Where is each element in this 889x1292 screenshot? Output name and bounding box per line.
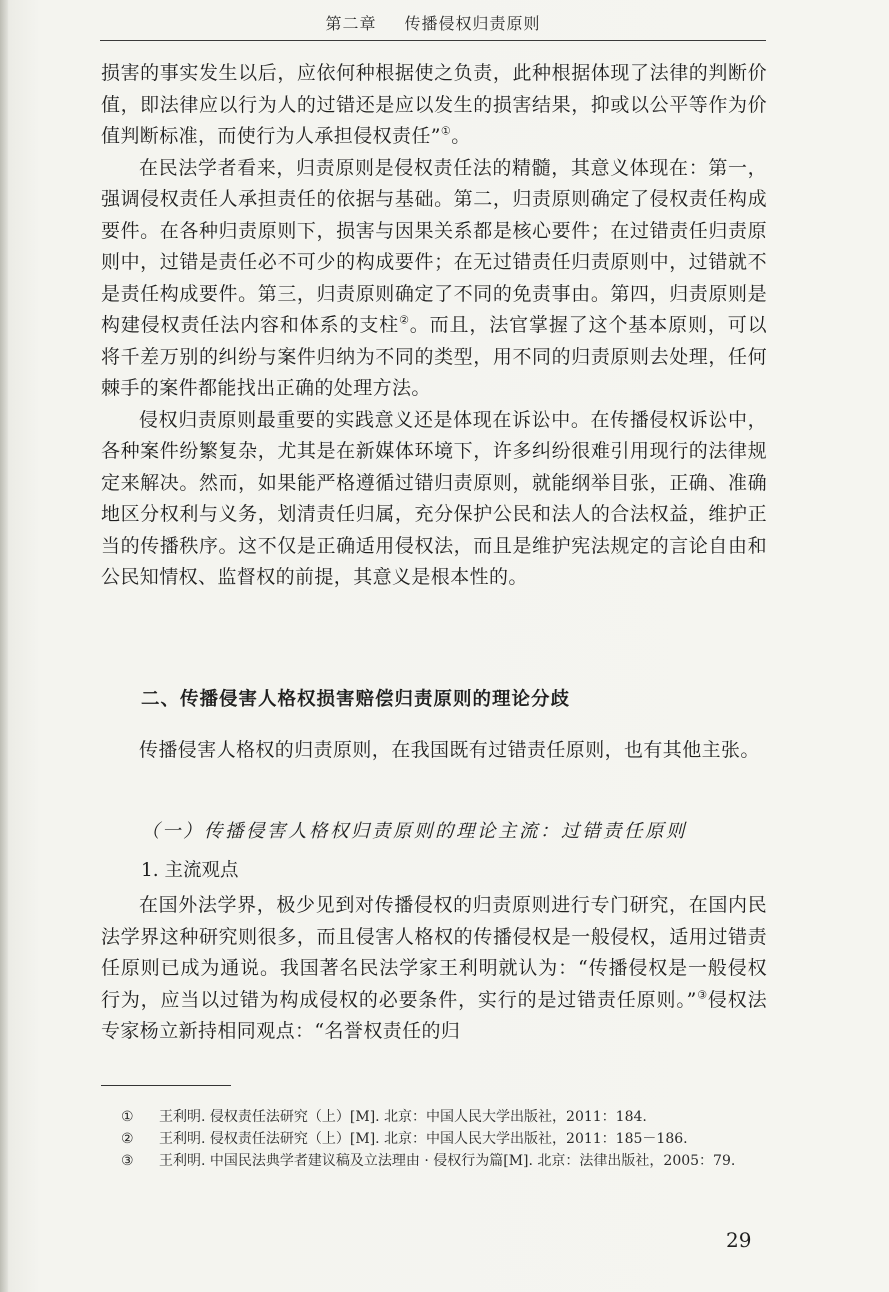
footnote-ref-1: ①	[440, 124, 452, 138]
paragraph-intro: 传播侵害人格权的归责原则，在我国既有过错责任原则，也有其他主张。	[139, 739, 760, 761]
footnote-text: 王利明. 中国民法典学者建议稿及立法理由 · 侵权行为篇[M]. 北京：法律出版社，2005：79.	[159, 1153, 736, 1169]
footnote-ref-2: ②	[399, 313, 410, 327]
body-text-block-3	[101, 890, 767, 1048]
footnote-item	[121, 1128, 767, 1150]
footnote-mark: ①	[121, 1109, 134, 1125]
footnote-item	[121, 1150, 767, 1172]
minor-heading: 1. 主流观点	[141, 860, 239, 881]
footnote-text: 王利明. 侵权责任法研究（上）[M]. 北京：中国人民大学出版社，2011：185－186.	[159, 1131, 688, 1147]
running-head	[100, 10, 766, 41]
chapter-title: 传播侵权归责原则	[404, 14, 541, 33]
body-text-block-2	[101, 735, 767, 767]
paragraph-mainstream: 在国外法学界，极少见到对传播侵权的归责原则进行专门研究，在国内民法学界这种研究则很多，而且侵害人格权的传播侵权是一般侵权，适用过错责任原则已成为通说。我国著名民法学家王利明就认为：“传播侵权是一般侵权行为，应当以过错为构成侵权的必要条件，实行的是过错责任原则。”③侵权法专家杨立新持相同观点：“名誉权责任的归	[101, 894, 767, 1042]
footnote-mark: ③	[121, 1153, 134, 1169]
paragraph-continued: 损害的事实发生以后，应依何种根据使之负责，此种根据体现了法律的判断价值，即法律应以行为人的过错还是应以发生的损害结果，抑或以公平等作为价值判断标准，而使行为人承担侵权责任”①。	[101, 62, 767, 147]
footnote-divider	[101, 1085, 231, 1086]
footnote-ref-3: ③	[696, 988, 708, 1002]
subsection-heading: （一）传播侵害人格权归责原则的理论主流：过错责任原则	[141, 821, 688, 842]
footnote-text: 王利明. 侵权责任法研究（上）[M]. 北京：中国人民大学出版社，2011：184.	[159, 1109, 647, 1125]
page-number: 29	[726, 1228, 752, 1252]
paragraph-practice: 侵权归责原则最重要的实践意义还是体现在诉讼中。在传播侵权诉讼中，各种案件纷繁复杂，尤其是在新媒体环境下，许多纠纷很难引用现行的法律规定来解决。然而，如果能严格遵循过错归责原则，就能纲举目张，正确、准确地区分权利与义务，划清责任归属，充分保护公民和法人的合法权益，维护正当的传播秩序。这不仅是正确适用侵权法，而且是维护宪法规定的言论自由和公民知情权、监督权的前提，其意义是根本性的。	[101, 408, 767, 588]
chapter-label: 第二章	[325, 14, 377, 33]
footnote-item	[121, 1106, 767, 1128]
body-text-block-1	[101, 58, 767, 594]
section-heading: 二、传播侵害人格权损害赔偿归责原则的理论分歧	[141, 689, 571, 710]
footnote-mark: ②	[121, 1131, 134, 1147]
page-gutter-shadow	[0, 0, 8, 1292]
footnotes	[121, 1106, 767, 1172]
paragraph-significance: 在民法学者看来，归责原则是侵权责任法的精髓，其意义体现在：第一，强调侵权责任人承担责任的依据与基础。第二，归责原则确定了侵权责任构成要件。在各种归责原则下，损害与因果关系都是核心要件；在过错责任归责原则中，过错是责任必不可少的构成要件；在无过错责任归责原则中，过错就不是责任构成要件。第三，归责原则确定了不同的免责事由。第四，归责原则是构建侵权责任法内容和体系的支柱②。而且，法官掌握了这个基本原则，可以将千差万别的纠纷与案件归纳为不同的类型，用不同的归责原则去处理，任何棘手的案件都能找出正确的处理方法。	[101, 156, 767, 399]
